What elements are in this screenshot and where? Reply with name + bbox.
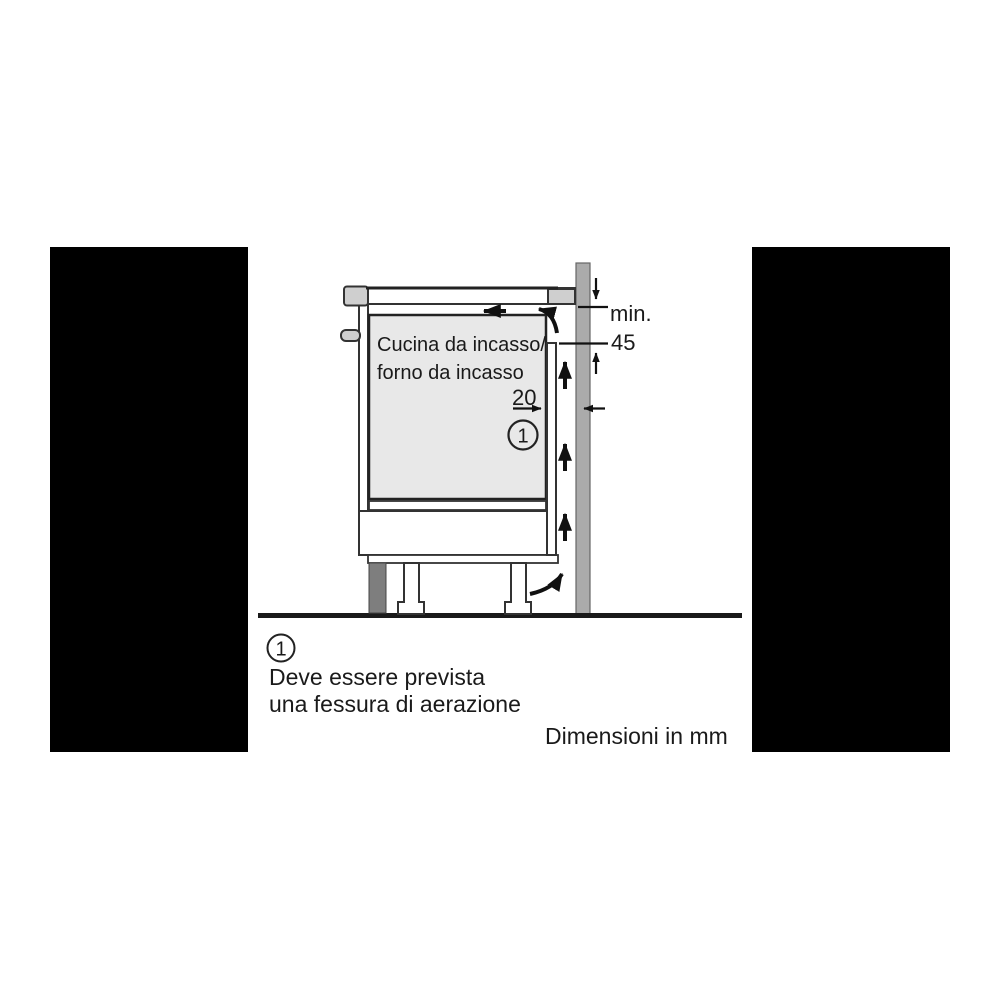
oven-divider xyxy=(369,501,546,510)
oven-label-line2: forno da incasso xyxy=(377,362,524,384)
dim-gap-value: 20 xyxy=(512,385,537,410)
legend-callout-number: 1 xyxy=(275,638,287,661)
legend-text-line1: Deve essere prevista xyxy=(269,664,486,690)
worktop-right-trim xyxy=(548,289,575,304)
dim-min-value: 45 xyxy=(611,330,636,355)
worktop-left-cap xyxy=(344,287,368,306)
left-mask-panel xyxy=(50,247,248,752)
cabinet-side-panel xyxy=(547,343,556,555)
units-note: Dimensioni in mm xyxy=(545,723,728,749)
wall xyxy=(576,263,590,615)
plinth-leg-dark xyxy=(369,563,386,613)
oven-label-line1: Cucina da incasso/ xyxy=(377,334,546,356)
right-mask-panel xyxy=(752,247,950,752)
drawer-front xyxy=(359,511,547,555)
adjustable-foot-right xyxy=(505,563,531,614)
dim-min-label: min. xyxy=(610,301,652,326)
adjustable-foot-left xyxy=(398,563,424,614)
worktop xyxy=(366,288,575,304)
legend-text-line2: una fessura di aerazione xyxy=(269,691,521,717)
plinth-strip xyxy=(368,555,558,563)
callout-1-number: 1 xyxy=(517,425,529,448)
control-knob xyxy=(341,330,360,341)
airflow-arrow-bottom-curve xyxy=(530,574,562,594)
